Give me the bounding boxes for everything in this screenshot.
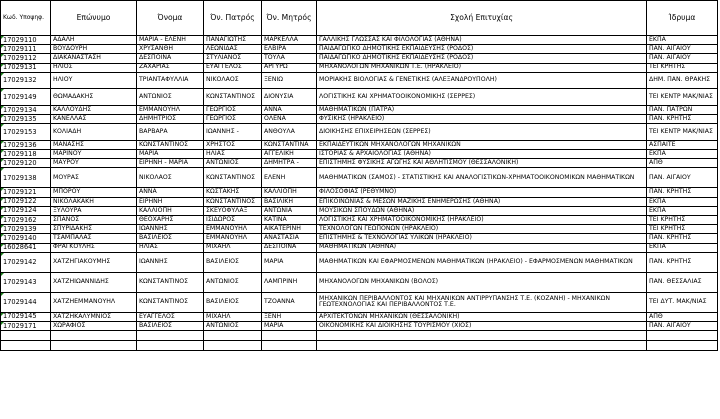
cell-surname: ΧΩΡΑΦΙΟΣ xyxy=(51,321,137,330)
cell-mother: ΕΛΕΝΗ xyxy=(262,168,317,188)
cell-code: 17029144 xyxy=(1,292,51,312)
cell-institution: ΠΑΝ. ΑΙΓΑΙΟΥ xyxy=(647,54,718,63)
table-row xyxy=(1,206,718,215)
cell-institution: ΕΚΠΑ xyxy=(647,150,718,159)
cell-school: ΜΑΘΗΜΑΤΙΚΩΝ (ΠΑΤΡΑ) xyxy=(317,105,647,114)
cell-school: ΜΗΧΑΝΟΛΟΓΩΝ ΜΗΧΑΝΙΚΩΝ (ΒΟΛΟΣ) xyxy=(317,272,647,292)
cell-code: 17029118 xyxy=(1,150,51,159)
cell-code: 17029134 xyxy=(1,105,51,114)
cell-father: ΓΕΩΡΓΙΟΣ xyxy=(204,105,262,114)
cell-mother: ΟΛΕΝΑ xyxy=(262,115,317,124)
cell-surname: ΝΙΚΟΛΑΚΑΚΗ xyxy=(51,197,137,206)
cell-school: ΜΗΧΑΝΙΚΩΝ ΠΕΡΙΒΑΛΛΟΝΤΟΣ ΚΑΙ ΜΗΧΑΝΙΚΩΝ ΑΝΤΙΡΡΥΠΑΝΣΗΣ Τ.Ε. (ΚΟΖΑΝΗ) - ΜΗΧΑΝΙΚΩΝ ΓΕΩΤΕΧΝΟΛΟΓΙΑΣ ΚΑΙ ΠΕΡΙΒΑΛΛΟΝΤΟΣ Τ.Ε. xyxy=(317,292,647,312)
cell-institution: ΑΠΘ xyxy=(647,312,718,321)
cell-code: 17029140 xyxy=(1,234,51,243)
table-row xyxy=(1,188,718,197)
table-row xyxy=(1,225,718,234)
cell-name: ΕΙΡΗΝΗ - ΜΑΡΙΑ xyxy=(137,159,204,168)
cell-father: ΗΛΙΑΣ xyxy=(204,150,262,159)
cell-school: ΛΟΓΙΣΤΙΚΗΣ ΚΑΙ ΧΡΗΜΑΤΟΟΙΚΟΝΟΜΙΚΗΣ (ΗΡΑΚΛΕΙΟ) xyxy=(317,216,647,225)
cell-surname: ΧΑΤΖΗΓΙΑΚΟΥΜΗΣ xyxy=(51,252,137,272)
cell-mother: ΞΕΝΗ xyxy=(262,312,317,321)
cell-school: ΔΙΟΙΚΗΣΗΣ ΕΠΙΧΕΙΡΗΣΕΩΝ (ΣΕΡΡΕΣ) xyxy=(317,124,647,141)
cell-mother: ΤΖΟΑΝΝΑ xyxy=(262,292,317,312)
empty-cell xyxy=(51,331,137,341)
empty-row xyxy=(1,341,718,351)
cell-name: ΒΑΣΙΛΕΙΟΣ xyxy=(137,321,204,330)
cell-institution: ΠΑΝ. ΘΕΣΣΑΛΙΑΣ xyxy=(647,272,718,292)
cell-name: ΔΕΣΠΟΙΝΑ xyxy=(137,54,204,63)
empty-cell xyxy=(137,331,204,341)
table-row xyxy=(1,216,718,225)
cell-school: ΜΟΡΙΑΚΗΣ ΒΙΟΛΟΓΙΑΣ & ΓΕΝΕΤΙΚΗΣ (ΑΛΕΞΑΝΔΡΟΥΠΟΛΗ) xyxy=(317,72,647,89)
cell-surname: ΚΑΝΕΛΛΑΣ xyxy=(51,115,137,124)
empty-row xyxy=(1,331,718,341)
cell-school: ΠΑΙΔΑΓΩΓΙΚΟ ΔΗΜΟΤΙΚΗΣ ΕΚΠΑΙΔΕΥΣΗΣ (ΡΟΔΟΣ) xyxy=(317,45,647,54)
cell-surname: ΚΑΛΛΟΥΔΗΣ xyxy=(51,105,137,114)
cell-code: 17029149 xyxy=(1,89,51,106)
cell-code: 17029139 xyxy=(1,225,51,234)
header-code: Κωδ. Υποψηφ. xyxy=(1,1,51,36)
cell-surname: ΜΑΝΑΣΗΣ xyxy=(51,140,137,149)
cell-code: 17029122 xyxy=(1,197,51,206)
cell-name: ΘΕΟΧΑΡΗΣ xyxy=(137,216,204,225)
cell-school: ΕΠΙΣΤΗΜΗΣ & ΤΕΧΝΟΛΟΓΙΑΣ ΥΛΙΚΩΝ (ΗΡΑΚΛΕΙΟ) xyxy=(317,234,647,243)
cell-mother: ΑΙΚΑΤΕΡΙΝΗ xyxy=(262,225,317,234)
table-body xyxy=(1,36,718,351)
empty-cell xyxy=(204,331,262,341)
cell-surname: ΣΠΑΝΟΣ xyxy=(51,216,137,225)
table-row xyxy=(1,272,718,292)
cell-father: ΕΜΜΑΝΟΥΗΛ xyxy=(204,234,262,243)
cell-surname: ΜΑΥΡΟΥ xyxy=(51,159,137,168)
cell-mother: ΑΝΤΩΝΙΑ xyxy=(262,206,317,215)
cell-institution: ΠΑΝ. ΚΡΗΤΗΣ xyxy=(647,115,718,124)
table-row xyxy=(1,105,718,114)
header-row xyxy=(1,1,718,36)
cell-code: 17029110 xyxy=(1,36,51,45)
table-row xyxy=(1,312,718,321)
cell-father: ΣΚΕΥΟΦΥΛΑΞ xyxy=(204,206,262,215)
cell-father: ΚΩΣΤΑΚΗΣ xyxy=(204,188,262,197)
cell-surname: ΒΟΥΔΟΥΡΗ xyxy=(51,45,137,54)
cell-code: 17029135 xyxy=(1,115,51,124)
cell-mother: ΔΗΜΗΤΡΑ - xyxy=(262,159,317,168)
cell-school: ΦΙΛΟΣΟΦΙΑΣ (ΡΕΘΥΜΝΟ) xyxy=(317,188,647,197)
cell-mother: ΚΩΝΣΤΑΝΤΙΝΑ xyxy=(262,140,317,149)
cell-school: ΓΑΛΛΙΚΗΣ ΓΛΩΣΣΑΣ ΚΑΙ ΦΙΛΟΛΟΓΙΑΣ (ΑΘΗΝΑ) xyxy=(317,36,647,45)
table-row xyxy=(1,140,718,149)
cell-school: ΕΚΠΑΙΔΕΥΤΙΚΩΝ ΜΗΧΑΝΟΛΟΓΩΝ ΜΗΧΑΝΙΚΩΝ xyxy=(317,140,647,149)
header-father: Όν. Πατρός xyxy=(204,1,262,36)
cell-code: 17029121 xyxy=(1,188,51,197)
cell-school: ΕΠΙΚΟΙΝΩΝΙΑΣ & ΜΕΣΩΝ ΜΑΖΙΚΗΣ ΕΝΗΜΕΡΩΣΗΣ (ΑΘΗΝΑ) xyxy=(317,197,647,206)
cell-name: ΤΡΙΑΝΤΑΦΥΛΛΙΑ xyxy=(137,72,204,89)
cell-name: ΑΝΝΑ xyxy=(137,188,204,197)
header-surname: Επώνυμο xyxy=(51,1,137,36)
cell-name: ΧΡΥΣΑΝΘΗ xyxy=(137,45,204,54)
cell-code: 17029111 xyxy=(1,45,51,54)
header-name: Όνομα xyxy=(137,1,204,36)
table-row xyxy=(1,150,718,159)
cell-name: ΕΙΡΗΝΗ xyxy=(137,197,204,206)
cell-school: ΟΙΚΟΝΟΜΙΚΗΣ ΚΑΙ ΔΙΟΙΚΗΣΗΣ ΤΟΥΡΙΣΜΟΥ (ΧΙΟΣ) xyxy=(317,321,647,330)
table-row xyxy=(1,115,718,124)
cell-surname: ΑΔΑΛΗ xyxy=(51,36,137,45)
cell-school: ΜΑΘΗΜΑΤΙΚΩΝ (ΣΑΜΟΣ) - ΣΤΑΤΙΣΤΙΚΗΣ ΚΑΙ ΑΝΑΛΟΓΙΣΤΙΚΩΝ-ΧΡΗΜΑΤΟΟΙΚΟΝΟΜΙΚΩΝ ΜΑΘΗΜΑΤΙΚΩΝ xyxy=(317,168,647,188)
cell-name: ΚΩΝΣΤΑΝΤΙΝΟΣ xyxy=(137,292,204,312)
cell-father: ΙΩΑΝΝΗΣ - xyxy=(204,124,262,141)
cell-code: 17029136 xyxy=(1,140,51,149)
cell-name: ΑΝΤΩΝΙΟΣ xyxy=(137,89,204,106)
cell-institution: ΤΕΙ ΚΡΗΤΗΣ xyxy=(647,225,718,234)
table-row xyxy=(1,243,718,252)
cell-code: 17029124 xyxy=(1,206,51,215)
cell-code: 17029132 xyxy=(1,72,51,89)
cell-school: ΕΠΙΣΤΗΜΗΣ ΦΥΣΙΚΗΣ ΑΓΩΓΗΣ ΚΑΙ ΑΘΛΗΤΙΣΜΟΥ (ΘΕΣΣΑΛΟΝΙΚΗ) xyxy=(317,159,647,168)
empty-cell xyxy=(1,331,51,341)
cell-school: ΜΑΘΗΜΑΤΙΚΩΝ (ΑΘΗΝΑ) xyxy=(317,243,647,252)
table-row xyxy=(1,124,718,141)
cell-school: ΑΡΧΙΤΕΚΤΟΝΩΝ ΜΗΧΑΝΙΚΩΝ (ΘΕΣΣΑΛΟΝΙΚΗ) xyxy=(317,312,647,321)
cell-mother: ΞΕΝΙΩ xyxy=(262,72,317,89)
cell-surname: ΘΩΜΑΔΑΚΗΣ xyxy=(51,89,137,106)
header-institution: Ίδρυμα xyxy=(647,1,718,36)
cell-name: ΝΙΚΟΛΑΟΣ xyxy=(137,168,204,188)
cell-institution: ΤΕΙ ΚΕΝΤΡ ΜΑΚ/ΝΙΑΣ xyxy=(647,124,718,141)
table-row xyxy=(1,234,718,243)
cell-code: 17029145 xyxy=(1,312,51,321)
cell-name: ΚΩΝΣΤΑΝΤΙΝΟΣ xyxy=(137,140,204,149)
cell-father: ΕΥΑΓΓΕΛΟΣ xyxy=(204,63,262,72)
cell-father: ΒΑΣΙΛΕΙΟΣ xyxy=(204,252,262,272)
cell-father: ΒΑΣΙΛΕΙΟΣ xyxy=(204,292,262,312)
cell-surname: ΗΛΙΟΥ xyxy=(51,72,137,89)
cell-surname: ΧΑΤΖΗΚΑΛΥΜΝΙΟΣ xyxy=(51,312,137,321)
cell-mother: ΕΛΒΙΡΑ xyxy=(262,45,317,54)
table-row xyxy=(1,321,718,330)
cell-code: 17029142 xyxy=(1,252,51,272)
cell-father: ΕΜΜΑΝΟΥΗΛ xyxy=(204,225,262,234)
cell-father: ΑΝΤΩΝΙΟΣ xyxy=(204,321,262,330)
cell-institution: ΕΚΠΑ xyxy=(647,206,718,215)
cell-code: 16028641 xyxy=(1,243,51,252)
cell-code: 17029143 xyxy=(1,272,51,292)
cell-mother: ΑΝΝΑ xyxy=(262,105,317,114)
cell-institution: ΠΑΝ. ΑΙΓΑΙΟΥ xyxy=(647,168,718,188)
cell-school: ΛΟΓΙΣΤΙΚΗΣ ΚΑΙ ΧΡΗΜΑΤΟΟΙΚΟΝΟΜΙΚΗΣ (ΣΕΡΡΕΣ) xyxy=(317,89,647,106)
cell-institution: ΑΠΘ xyxy=(647,159,718,168)
cell-father: ΧΡΗΣΤΟΣ xyxy=(204,140,262,149)
cell-surname: ΔΙΑΚΑΝΑΣΤΑΣΗ xyxy=(51,54,137,63)
cell-institution: ΤΕΙ ΔΥΤ. ΜΑΚ/ΝΙΑΣ xyxy=(647,292,718,312)
cell-code: 17029171 xyxy=(1,321,51,330)
cell-name: ΒΑΣΙΛΕΙΟΣ xyxy=(137,234,204,243)
cell-name: ΚΑΛΛΙΟΠΗ xyxy=(137,206,204,215)
cell-name: ΙΩΑΝΝΗΣ xyxy=(137,252,204,272)
cell-name: ΗΛΙΑΣ xyxy=(137,243,204,252)
cell-institution: ΠΑΝ. ΑΙΓΑΙΟΥ xyxy=(647,321,718,330)
empty-cell xyxy=(51,341,137,351)
cell-surname: ΜΑΡΙΝΟΥ xyxy=(51,150,137,159)
cell-school: ΠΑΙΔΑΓΩΓΙΚΟ ΔΗΜΟΤΙΚΗΣ ΕΚΠΑΙΔΕΥΣΗΣ (ΡΟΔΟΣ) xyxy=(317,54,647,63)
cell-mother: ΛΑΜΠΡΙΝΗ xyxy=(262,272,317,292)
cell-school: ΜΟΥΣΙΚΩΝ ΣΠΟΥΔΩΝ (ΑΘΗΝΑ) xyxy=(317,206,647,215)
cell-code: 17029162 xyxy=(1,216,51,225)
cell-institution: ΕΚΠΑ xyxy=(647,36,718,45)
table-row xyxy=(1,72,718,89)
table-row xyxy=(1,63,718,72)
cell-name: ΕΥΑΓΓΕΛΟΣ xyxy=(137,312,204,321)
cell-institution: ΠΑΝ. ΚΡΗΤΗΣ xyxy=(647,188,718,197)
cell-father: ΓΕΩΡΓΙΟΣ xyxy=(204,115,262,124)
cell-school: ΦΥΣΙΚΗΣ (ΗΡΑΚΛΕΙΟ) xyxy=(317,115,647,124)
cell-mother: ΔΕΣΠΟΙΝΑ xyxy=(262,243,317,252)
cell-mother: ΤΟΥΛΑ xyxy=(262,54,317,63)
cell-surname: ΗΛΙΟΣ xyxy=(51,63,137,72)
cell-mother: ΔΙΟΝΥΣΙΑ xyxy=(262,89,317,106)
cell-mother: ΚΑΛΛΙΟΠΗ xyxy=(262,188,317,197)
cell-surname: ΤΣΑΜΠΑΛΑΣ xyxy=(51,234,137,243)
header-school: Σχολή Επιτυχίας xyxy=(317,1,647,36)
cell-father: ΙΣΙΔΩΡΟΣ xyxy=(204,216,262,225)
cell-institution: ΤΕΙ ΚΡΗΤΗΣ xyxy=(647,63,718,72)
cell-institution: ΕΚΠΑ xyxy=(647,243,718,252)
table-row xyxy=(1,36,718,45)
cell-father: ΑΝΤΩΝΙΟΣ xyxy=(204,159,262,168)
cell-father: ΝΙΚΟΛΑΟΣ xyxy=(204,72,262,89)
cell-surname: ΧΑΤΖΗΙΩΑΝΝΙΔΗΣ xyxy=(51,272,137,292)
table-row xyxy=(1,252,718,272)
cell-name: ΜΑΡΙΑ xyxy=(137,150,204,159)
cell-father: ΑΝΤΩΝΙΟΣ xyxy=(204,272,262,292)
cell-surname: ΞΥΛΟΥΡΑ xyxy=(51,206,137,215)
cell-mother: ΑΝΑΣΤΑΣΙΑ xyxy=(262,234,317,243)
cell-surname: ΣΠΥΡΙΔΑΚΗΣ xyxy=(51,225,137,234)
cell-school: ΙΣΤΟΡΙΑΣ & ΑΡΧΑΙΟΛΟΓΙΑΣ (ΑΘΗΝΑ) xyxy=(317,150,647,159)
cell-surname: ΜΠΟΡΟΥ xyxy=(51,188,137,197)
empty-cell xyxy=(262,331,317,341)
empty-cell xyxy=(317,331,647,341)
cell-mother: ΒΑΣΙΛΙΚΗ xyxy=(262,197,317,206)
header-mother: Όν. Μητρός xyxy=(262,1,317,36)
cell-surname: ΜΟΥΡΑΣ xyxy=(51,168,137,188)
cell-institution: ΠΑΝ. ΠΑΤΡΩΝ xyxy=(647,105,718,114)
cell-surname: ΦΡΑΓΚΟΥΛΗΣ xyxy=(51,243,137,252)
empty-cell xyxy=(262,341,317,351)
cell-mother: ΑΓΓΕΛΙΚΗ xyxy=(262,150,317,159)
cell-name: ΜΑΡΙΑ - ΕΛΕΝΗ xyxy=(137,36,204,45)
cell-institution: ΕΚΠΑ xyxy=(647,197,718,206)
cell-institution: ΠΑΝ. ΑΙΓΑΙΟΥ xyxy=(647,45,718,54)
cell-institution: ΤΕΙ ΚΡΗΤΗΣ xyxy=(647,216,718,225)
cell-surname: ΧΑΤΖΗΕΜΜΑΝΟΥΗΛ xyxy=(51,292,137,312)
cell-name: ΖΑΧΑΡΙΑΣ xyxy=(137,63,204,72)
table-row xyxy=(1,54,718,63)
cell-mother: ΑΝΘΟΥΛΑ xyxy=(262,124,317,141)
cell-mother: ΚΑΤΙΝΑ xyxy=(262,216,317,225)
cell-mother: ΜΑΡΙΑ xyxy=(262,321,317,330)
cell-name: ΔΗΜΗΤΡΙΟΣ xyxy=(137,115,204,124)
table-row xyxy=(1,159,718,168)
cell-institution: ΤΕΙ ΚΕΝΤΡ ΜΑΚ/ΝΙΑΣ xyxy=(647,89,718,106)
cell-name: ΕΜΜΑΝΟΥΗΛ xyxy=(137,105,204,114)
cell-mother: ΜΑΡΚΕΛΛΑ xyxy=(262,36,317,45)
table-row xyxy=(1,168,718,188)
cell-father: ΚΩΝΣΤΑΝΤΙΝΟΣ xyxy=(204,197,262,206)
cell-institution: ΠΑΝ. ΚΡΗΤΗΣ xyxy=(647,234,718,243)
empty-cell xyxy=(137,341,204,351)
table-row xyxy=(1,197,718,206)
cell-name: ΒΑΡΒΑΡΑ xyxy=(137,124,204,141)
cell-surname: ΚΟΛΙΑΔΗ xyxy=(51,124,137,141)
cell-father: ΜΙΧΑΗΛ xyxy=(204,243,262,252)
cell-mother: ΑΡΓΥΡΩ xyxy=(262,63,317,72)
cell-code: 17029153 xyxy=(1,124,51,141)
cell-code: 17029120 xyxy=(1,159,51,168)
table-row xyxy=(1,292,718,312)
cell-school: ΜΑΘΗΜΑΤΙΚΩΝ ΚΑΙ ΕΦΑΡΜΟΣΜΕΝΩΝ ΜΑΘΗΜΑΤΙΚΩΝ (ΗΡΑΚΛΕΙΟ) - ΕΦΑΡΜΟΣΜΕΝΩΝ ΜΑΘΗΜΑΤΙΚΩΝ xyxy=(317,252,647,272)
empty-cell xyxy=(204,341,262,351)
cell-institution: ΠΑΝ. ΚΡΗΤΗΣ xyxy=(647,252,718,272)
cell-name: ΚΩΝΣΤΑΝΤΙΝΟΣ xyxy=(137,272,204,292)
cell-institution: ΑΣΠΑΙΤΕ xyxy=(647,140,718,149)
empty-cell xyxy=(647,331,718,341)
empty-cell xyxy=(317,341,647,351)
table-row xyxy=(1,45,718,54)
cell-father: ΣΤΥΛΙΑΝΟΣ xyxy=(204,54,262,63)
cell-institution: ΔΗΜ. ΠΑΝ. ΘΡΑΚΗΣ xyxy=(647,72,718,89)
table-row xyxy=(1,89,718,106)
cell-code: 17029112 xyxy=(1,54,51,63)
cell-mother: ΜΑΡΙΑ xyxy=(262,252,317,272)
cell-father: ΠΑΝΑΓΙΩΤΗΣ xyxy=(204,36,262,45)
empty-cell xyxy=(647,341,718,351)
cell-father: ΚΩΝΣΤΑΝΤΙΝΟΣ xyxy=(204,89,262,106)
cell-code: 17029138 xyxy=(1,168,51,188)
cell-school: ΤΕΧΝΟΛΟΓΩΝ ΓΕΩΠΟΝΩΝ (ΗΡΑΚΛΕΙΟ) xyxy=(317,225,647,234)
cell-father: ΛΕΩΝΙΔΑΣ xyxy=(204,45,262,54)
cell-school: ΜΗΧΑΝΟΛΟΓΩΝ ΜΗΧΑΝΙΚΩΝ Τ.Ε. (ΗΡΑΚΛΕΙΟ) xyxy=(317,63,647,72)
cell-father: ΜΙΧΑΗΛ xyxy=(204,312,262,321)
cell-father: ΚΩΝΣΤΑΝΤΙΝΟΣ xyxy=(204,168,262,188)
cell-code: 17029131 xyxy=(1,63,51,72)
cell-name: ΙΩΑΝΝΗΣ xyxy=(137,225,204,234)
empty-cell xyxy=(1,341,51,351)
